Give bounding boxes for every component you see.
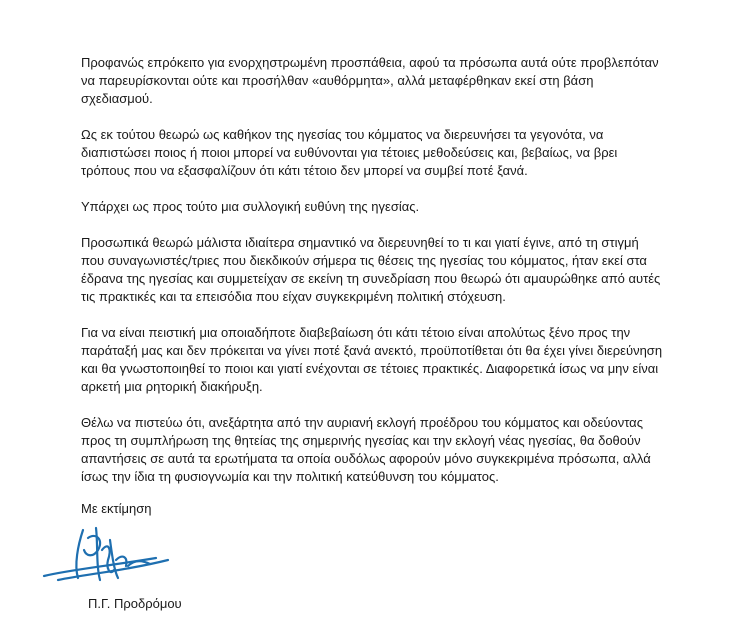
handwritten-signature [38,520,178,590]
body-paragraph [81,198,671,216]
paragraph-line: σχεδιασμού. [81,91,153,106]
paragraph-line: έδρανα της ηγεσίας και συμμετείχαν σε εκείνη τη συνεδρίαση που θεωρώ ότι αμαυρώθηκε από αυτές [81,271,661,286]
paragraph-line: και θα γνωστοποιηθεί το ποιοι και γιατί ενέχονται σε τέτοιες πρακτικές. Διαφορετικά ίσως να μην είναι [81,361,659,376]
body-paragraph [81,324,671,396]
paragraph-line: Ως εκ τούτου θεωρώ ως καθήκον της ηγεσίας του κόμματος να διερευνήσει τα γεγονότα, να [81,127,604,142]
paragraph-line: Προφανώς επρόκειτο για ενορχηστρωμένη προσπάθεια, αφού τα πρόσωπα αυτά ούτε προβλεπόταν [81,55,659,70]
body-paragraph [81,126,671,180]
paragraph-line: να παρευρίσκονται ούτε και προσήλθαν «αυθόρμητα», αλλά μεταφέρθηκαν εκεί στη βάση [81,73,594,88]
paragraph-line: Υπάρχει ως προς τούτο μια συλλογική ευθύνη της ηγεσίας. [81,199,420,214]
body-paragraph [81,234,671,306]
paragraph-line: ίσως την ίδια τη φυσιογνωμία και την πολιτική κατεύθυνση του κόμματος. [81,469,499,484]
paragraph-line: τις πρακτικές και τα επεισόδια που είχαν συγκεκριμένη πολιτική στόχευση. [81,289,506,304]
paragraph-line: που συναγωνιστές/τριες που διεκδικούν σήμερα τις θέσεις της ηγεσίας του κόμματος, ήταν εκεί στα [81,253,647,268]
paragraph-line: Θέλω να πιστεύω ότι, ανεξάρτητα από την αυριανή εκλογή προέδρου του κόμματος και οδεύοντας [81,415,643,430]
paragraph-line: παράταξή μας και δεν πρόκειται να γίνει ποτέ ξανά ανεκτό, προϋποτίθεται ότι θα έχει γίνει διερεύνηση [81,343,663,358]
body-paragraph [81,414,671,486]
closing-salutation: Με εκτίμηση [81,501,152,516]
signature-strokes [44,528,168,580]
paragraph-line: Προσωπικά θεωρώ μάλιστα ιδιαίτερα σημαντικό να διερευνηθεί το τι και γιατί έγινε, από τη στιγμή [81,235,639,250]
letter-body [81,54,671,504]
paragraph-line: αρκετή μια ρητορική διακήρυξη. [81,379,263,394]
signer-name: Π.Γ. Προδρόμου [88,596,182,611]
paragraph-line: τρόπους που να εξασφαλίζουν ότι κάτι τέτοιο δεν μπορεί να συμβεί ποτέ ξανά. [81,163,528,178]
paragraph-line: προς τη συμπλήρωση της θητείας της σημερινής ηγεσίας και την εκλογή νέας ηγεσίας, θα δοθούν [81,433,641,448]
paragraph-line: Για να είναι πειστική μια οποιαδήποτε διαβεβαίωση ότι κάτι τέτοιο είναι απολύτως ξένο προς την [81,325,631,340]
paragraph-line: διαπιστώσει ποιος ή ποιοι μπορεί να ευθύνονται για τέτοιες μεθοδεύσεις και, βεβαίως, να βρει [81,145,618,160]
paragraph-line: απαντήσεις σε αυτά τα ερωτήματα τα οποία ουδόλως αφορούν μόνο συγκεκριμένα πρόσωπα, αλλά [81,451,651,466]
body-paragraph [81,54,671,108]
